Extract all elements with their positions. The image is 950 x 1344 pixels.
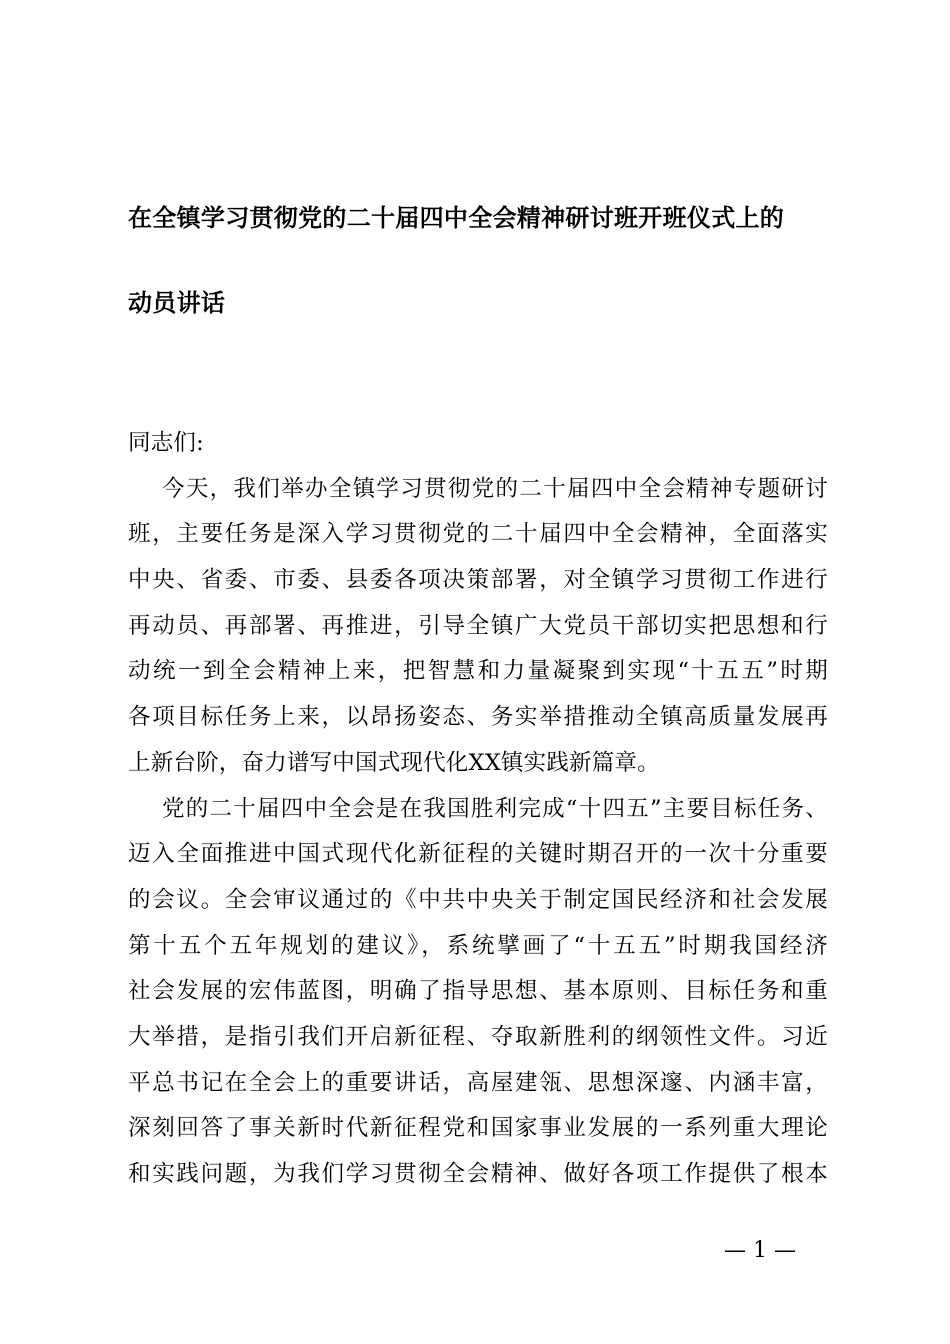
paragraph-line: 今天，我们举办全镇学习贯彻党的二十届四中全会精神专题研讨 [162, 475, 828, 502]
document-body [128, 421, 828, 1198]
document-title-line-1: 在全镇学习贯彻党的二十届四中全会精神研讨班开班仪式上的 [128, 204, 785, 232]
paragraph-line: 第十五个五年规划的建议》，系统擘画了“十五五”时期我国经济 [128, 932, 828, 959]
paragraph-line: 党的二十届四中全会是在我国胜利完成“十四五”主要目标任务、 [162, 795, 828, 822]
paragraph-line: 各项目标任务上来，以昂扬姿态、务实举措推动全镇高质量发展再 [128, 704, 828, 731]
paragraph-line: 中央、省委、市委、县委各项决策部署，对全镇学习贯彻工作进行 [128, 567, 828, 594]
document-title-line-2: 动员讲话 [128, 289, 226, 317]
paragraph-2 [128, 787, 828, 1198]
paragraph-line: 和实践问题，为我们学习贯彻全会精神、做好各项工作提供了根本 [128, 1161, 828, 1187]
paragraph-line: 平总书记在全会上的重要讲话，高屋建瓴、思想深邃、内涵丰富， [128, 1069, 828, 1096]
paragraph-line: 迈入全面推进中国式现代化新征程的关键时期召开的一次十分重要 [128, 841, 828, 868]
paragraph-line: 上新台阶，奋力谱写中国式现代化XX镇实践新篇章。 [128, 749, 660, 776]
paragraph-line: 再动员、再部署、再推进，引导全镇广大党员干部切实把思想和行 [128, 612, 828, 639]
paragraph-line: 社会发展的宏伟蓝图，明确了指导思想、基本原则、目标任务和重 [128, 978, 828, 1005]
salutation: 同志们: [128, 430, 204, 456]
paragraph-line: 大举措，是指引我们开启新征程、夺取新胜利的纲领性文件。习近 [128, 1023, 828, 1050]
paragraph-line: 动统一到全会精神上来，把智慧和力量凝聚到实现“十五五”时期 [128, 658, 828, 685]
paragraph-line: 班，主要任务是深入学习贯彻党的二十届四中全会精神，全面落实 [128, 521, 828, 548]
paragraph-line: 深刻回答了事关新时代新征程党和国家事业发展的一系列重大理论 [128, 1115, 828, 1142]
paragraph-1 [128, 467, 828, 787]
paragraph-line: 的会议。全会审议通过的《中共中央关于制定国民经济和社会发展 [128, 886, 828, 913]
page-number: — 1 — [724, 1238, 796, 1263]
